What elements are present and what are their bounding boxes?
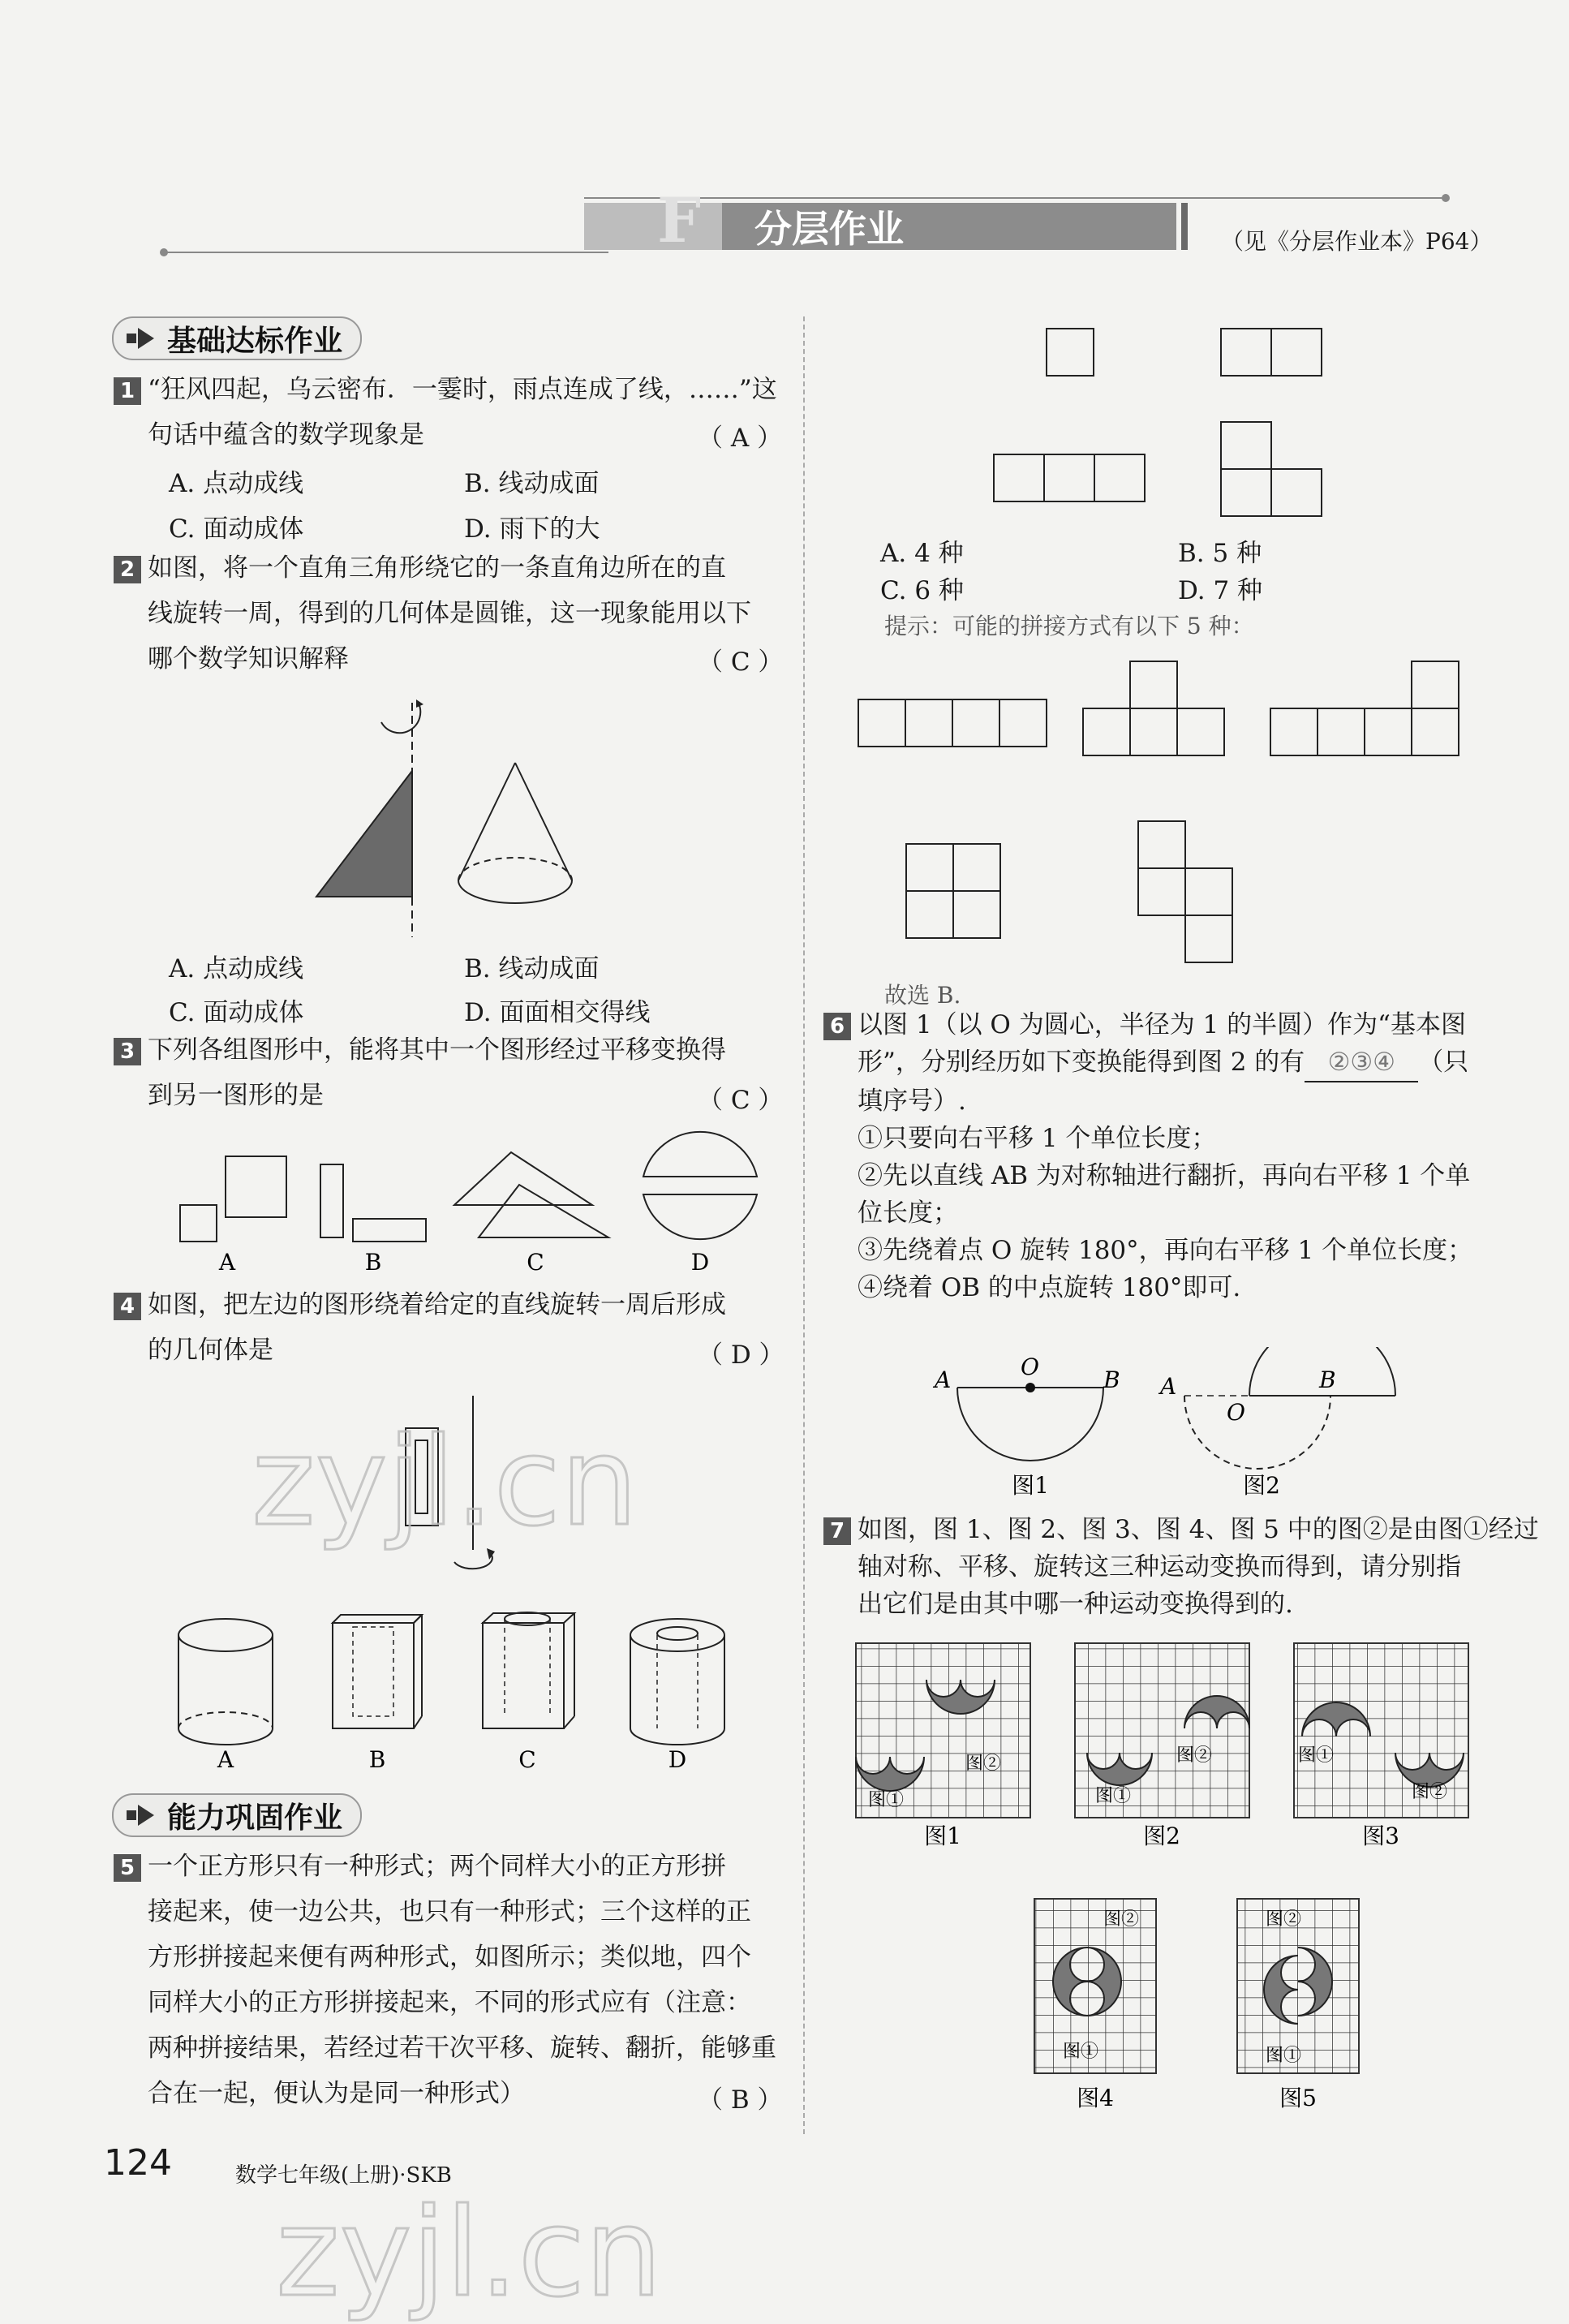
svg-text:图1: 图1 xyxy=(924,1823,961,1849)
q3-answer: （ C ） xyxy=(698,1086,784,1115)
q5-hint: 提示：可能的拼接方式有以下 5 种： xyxy=(884,613,1254,639)
q5-number: 5 xyxy=(114,1854,141,1882)
q2-option-a: A. 点动成线 xyxy=(169,954,304,983)
svg-text:图①: 图① xyxy=(868,1790,905,1810)
q5-solution-shapes xyxy=(852,649,1477,974)
svg-text:B: B xyxy=(1319,1366,1336,1393)
watermark-middle: zyjl.cn xyxy=(251,1412,638,1553)
section-basic-title: 基础达标作业 xyxy=(167,324,343,358)
q2-option-d: D. 面面相交得线 xyxy=(464,998,651,1027)
q7-fig1 xyxy=(856,1643,1030,1849)
q4-number: 4 xyxy=(114,1293,141,1320)
q3-label-b: B xyxy=(364,1249,382,1276)
q3-text: 3 下列各组图形中，能将其中一个图形经过平移变换得 到另一图形的是 xyxy=(114,1027,726,1118)
q4-label-d: D xyxy=(668,1746,687,1773)
q5-answer: （ B ） xyxy=(698,2085,783,2115)
svg-text:图②: 图② xyxy=(965,1754,1002,1774)
svg-text:图①: 图① xyxy=(1298,1745,1335,1766)
q2-option-c: C. 面动成体 xyxy=(169,998,304,1027)
q2-answer: （ C ） xyxy=(698,648,784,677)
svg-text:O: O xyxy=(1227,1399,1245,1426)
svg-text:O: O xyxy=(1021,1354,1039,1380)
svg-text:图3: 图3 xyxy=(1362,1823,1399,1849)
q5-option-d: D. 7 种 xyxy=(1178,576,1263,605)
q5-option-a: A. 4 种 xyxy=(880,539,964,568)
q2-number: 2 xyxy=(114,556,141,583)
q1-answer: （ A ） xyxy=(698,424,783,453)
q3-label-c: C xyxy=(527,1249,544,1276)
q2-figure-triangle-cone xyxy=(300,698,625,941)
q3-label-d: D xyxy=(690,1249,710,1276)
q4-answer: （ D ） xyxy=(698,1341,784,1370)
svg-text:图②: 图② xyxy=(1266,1909,1302,1930)
q6-fig1-label: 图1 xyxy=(1012,1472,1049,1499)
header-reference: （见《分层作业本》P64） xyxy=(1221,228,1493,255)
q6-text: 6 以图 1（以 O 为圆心，半径为 1 的半圆）作为“基本图 形”，分别经历如下变换能得到图 2 的有 ②③④ （只 填序号）. ①只要向右平移 1 个单位长度； ②先以直线 AB 为对称轴进行翻折，再向右平移 1 个单 位长度； ③先绕着点 O 旋转 180°，再向右平移 1 个单位长度； ④绕着 OB 的中点旋转 180°即可. xyxy=(823,1006,1472,1306)
q1-text: 1 “狂风四起，乌云密布．一霎时，雨点连成了线，……”这 句话中蕴含的数学现象是 xyxy=(114,367,777,458)
q2-text: 2 如图，将一个直角三角形绕它的一条直角边所在的直 线旋转一周，得到的几何体是圆锥，这一现象能用以下 哪个数学知识解释 xyxy=(114,545,751,682)
q5-text: 5 一个正方形只有一种形式；两个同样大小的正方形拼 接起来，使一边公共，也只有一种形式；三个这样的正 方形拼接起来便有两种形式，如图所示；类似地，四个 同样大小的正方形拼接起来，不同的形式应有（注意： 两种拼接结果，若经过若干次平移、旋转、翻折，能够重 合在一起，便认为是同一种形式） xyxy=(114,1844,776,2116)
page-number: 124 xyxy=(104,2142,172,2184)
q7-number: 7 xyxy=(823,1517,851,1545)
q7-text: 7 如图，图 1、图 2、图 3、图 4、图 5 中的图②是由图①经过 轴对称、平移、旋转这三种运动变换而得到，请分别指 出它们是由其中哪一种运动变换得到的. xyxy=(823,1511,1539,1623)
q5-option-c: C. 6 种 xyxy=(880,576,964,605)
q1-option-b: B. 线动成面 xyxy=(464,469,600,498)
section-basic xyxy=(112,315,362,362)
column-divider xyxy=(803,316,805,2134)
q6-figures xyxy=(925,1347,1412,1509)
q6-number: 6 xyxy=(823,1013,851,1040)
watermark-bottom: zyjl.cn xyxy=(276,2183,663,2324)
svg-text:F: F xyxy=(657,192,701,256)
svg-text:图①: 图① xyxy=(1095,1786,1132,1806)
q5-given-shapes xyxy=(974,316,1339,527)
arrow-icon xyxy=(127,1803,156,1827)
section-ability-title: 能力巩固作业 xyxy=(167,1801,343,1835)
q3-number: 3 xyxy=(114,1038,141,1065)
arrow-icon xyxy=(127,326,156,351)
svg-text:图②: 图② xyxy=(1412,1782,1448,1802)
q4-text: 4 如图，把左边的图形绕着给定的直线旋转一周后形成 的几何体是 xyxy=(114,1282,726,1373)
svg-text:A: A xyxy=(935,1366,952,1393)
svg-text:图①: 图① xyxy=(1063,2042,1099,2062)
q4-label-c: C xyxy=(518,1746,536,1773)
q7-fig3 xyxy=(1294,1643,1468,1849)
section-ability xyxy=(112,1792,362,1839)
q4-label-a: A xyxy=(217,1746,234,1773)
q6-fig2-label: 图2 xyxy=(1243,1472,1280,1499)
book-title: 数学七年级(上册)·SKB xyxy=(235,2163,452,2188)
q1-option-c: C. 面动成体 xyxy=(169,514,304,544)
q2-option-b: B. 线动成面 xyxy=(464,954,600,983)
svg-text:图②: 图② xyxy=(1103,1909,1140,1930)
q1-option-a: A. 点动成线 xyxy=(169,469,304,498)
q7-fig5 xyxy=(1237,1899,1359,2111)
q7-fig2 xyxy=(1075,1643,1249,1849)
q7-figures xyxy=(844,1631,1509,2134)
q3-figures xyxy=(170,1128,771,1282)
svg-text:图5: 图5 xyxy=(1279,2085,1317,2111)
svg-text:A: A xyxy=(1160,1373,1177,1400)
q4-label-b: B xyxy=(368,1746,386,1773)
q1-option-d: D. 雨下的大 xyxy=(464,514,600,544)
svg-text:图②: 图② xyxy=(1176,1745,1213,1766)
q1-number: 1 xyxy=(114,377,141,405)
svg-text:图2: 图2 xyxy=(1143,1823,1180,1849)
svg-text:图①: 图① xyxy=(1266,2046,1302,2066)
q5-option-b: B. 5 种 xyxy=(1178,539,1262,568)
q5-conclusion: 故选 B. xyxy=(884,982,961,1009)
q6-answer-blank: ②③④ xyxy=(1305,1044,1418,1082)
q7-fig4 xyxy=(1034,1899,1156,2111)
header-title: 分层作业 xyxy=(754,207,904,251)
svg-text:B: B xyxy=(1103,1366,1120,1393)
q3-label-a: A xyxy=(218,1249,236,1276)
svg-text:图4: 图4 xyxy=(1077,2085,1114,2111)
